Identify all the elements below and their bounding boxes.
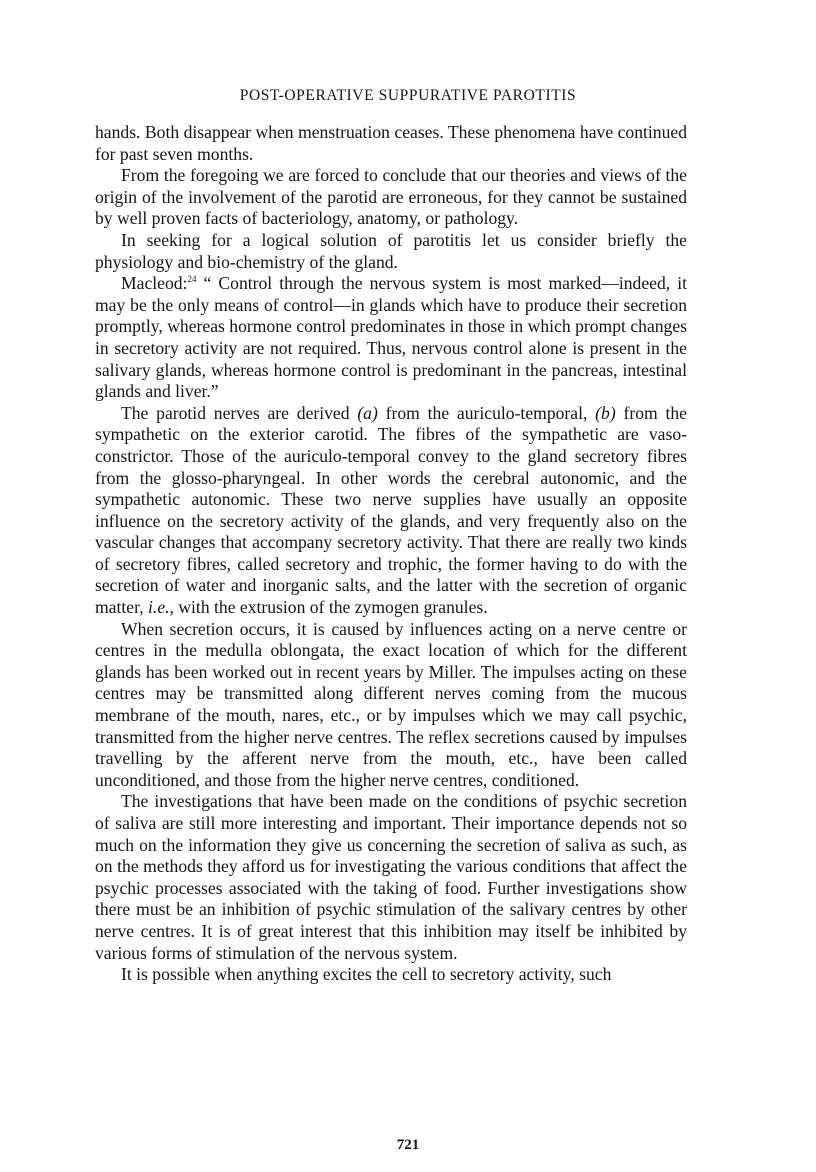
enum-mark-b: (b) [595, 402, 616, 423]
paragraph-macleod-quote [95, 273, 687, 403]
enum-mark-a: (a) [357, 402, 378, 423]
page-number: 721 [396, 1137, 420, 1153]
nerves-text-b: from the auriculo-temporal, [377, 402, 596, 423]
nerves-text-c: from the sympathetic on the exterior carotid. The fibres of the sympathetic are vaso-constrictor. Those of the auriculo-temporal convey to the gland secretory fibres from the glosso-pharyngeal. In other words the cerebral autonomic, and the sympathetic autonomic. These two nerve supplies have usually an opposite influence on the secretory activity of the glands, and very frequently also on the vascular changes that accompany secretory activity. That there are really two kinds of secretory fibres, called secretory and trophic, the former having to do with the secretion of water and inorganic salts, and the latter with the secretion of organic matter, [95, 402, 687, 618]
running-head: POST-OPERATIVE SUPPURATIVE PAROTITIS [239, 87, 577, 104]
article-body [95, 122, 687, 986]
macleod-name: Macleod: [121, 273, 188, 294]
paragraph-physiology-intro: In seeking for a logical solution of parotitis let us consider briefly the physiology and bio-chemistry of the gland. [95, 229, 687, 272]
paragraph-parotid-nerves [95, 403, 687, 619]
reference-marker: 24 [187, 274, 197, 285]
nerves-text-a: The parotid nerves are derived [121, 402, 358, 423]
paragraph-continuation: hands. Both disappear when menstruation ceases. These phenomena have continued for past seven months. [95, 122, 687, 164]
ie-abbrev: i.e., [148, 597, 174, 618]
macleod-quote-text: “ Control through the nervous system is most marked—indeed, it may be the only means of control—in glands which have to produce their secretion promptly, whereas hormone control predominates in those in which prompt changes in secretory activity are not required. Thus, nervous control alone is present in the salivary glands, whereas hormone control is predominant in the pancreas, intestinal glands and liver.” [95, 273, 687, 402]
nerves-text-d: with the extrusion of the zymogen granules. [173, 597, 488, 618]
paragraph-secretion-centres: When secretion occurs, it is caused by influences acting on a nerve centre or centres in the medulla oblongata, the exact location of which for the different glands has been worked out in recent years by Miller. The impulses acting on these centres may be transmitted along different nerves coming from the mucous membrane of the mouth, nares, etc., or by impulses which we may call psychic, transmitted from the higher nerve centres. The reflex secretions caused by impulses travelling by the afferent nerve from the mouth, etc., have been called unconditioned, and those from the higher nerve centres, conditioned. [95, 618, 687, 790]
paragraph-conclusion: From the foregoing we are forced to conclude that our theories and views of the origin of the involvement of the parotid are erroneous, for they cannot be sustained by well proven facts of bacteriology, anatomy, or pathology. [95, 165, 687, 229]
paragraph-cell-excitation: It is possible when anything excites the cell to secretory activity, such [121, 964, 612, 985]
paragraph-psychic-secretion: The investigations that have been made on the conditions of psychic secretion of saliva are still more interesting and important. Their importance depends not so much on the information they give us concerning the secretion of saliva as such, as on the methods they afford us for investigating the various conditions that affect the psychic processes associated with the taking of food. Further investigations show there must be an inhibition of psychic stimulation of the salivary centres by other nerve centres. It is of great interest that this inhibition may itself be inhibited by various forms of stimulation of the nervous system. [95, 791, 687, 963]
